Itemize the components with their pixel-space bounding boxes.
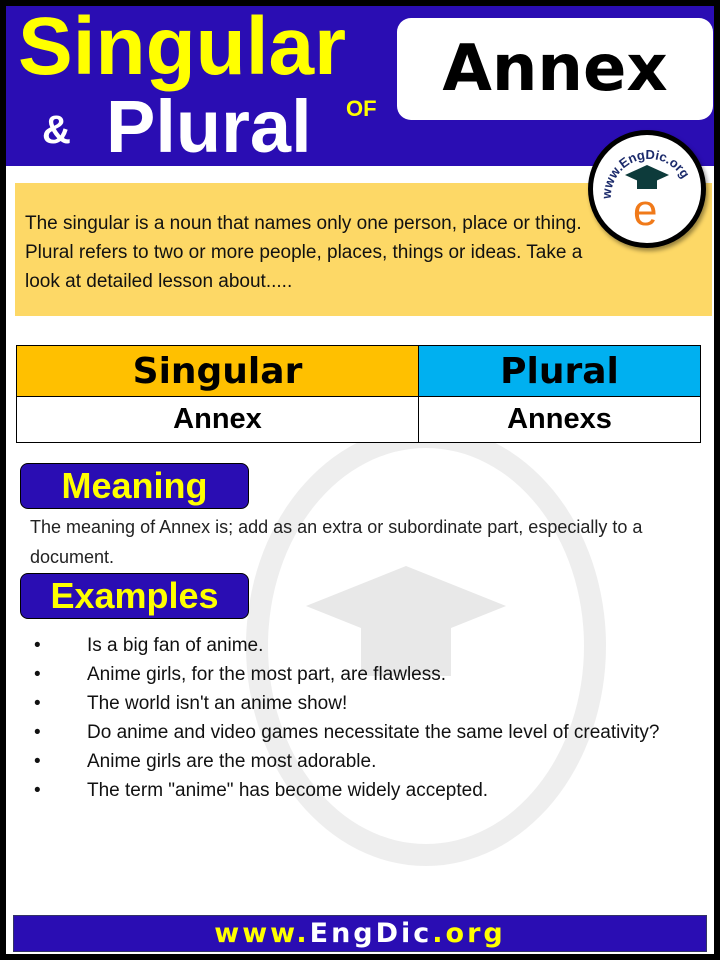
title-singular: Singular	[18, 6, 347, 92]
plural-value: Annexs	[418, 397, 700, 443]
example-item: • Anime girls are the most adorable.	[34, 751, 377, 772]
engdic-logo	[588, 130, 706, 248]
page	[6, 6, 714, 954]
title-of: OF	[346, 96, 377, 121]
title-plural: Plural	[106, 85, 312, 168]
example-item: • Anime girls, for the most part, are flawless.	[34, 664, 447, 685]
footer-website: www. EngDic .org	[13, 915, 707, 952]
intro-text: The singular is a noun that names only one person, place or thing. Plural refers to two or more people, places, things or ideas. Take a look at detailed lesson about.....	[25, 213, 583, 292]
singular-plural-table	[16, 345, 701, 443]
meaning-heading: Meaning	[20, 463, 249, 509]
singular-value: Annex	[17, 397, 419, 443]
header-plural: Plural	[418, 346, 700, 397]
examples-heading: Examples	[20, 573, 249, 619]
example-item: • The world isn't an anime show!	[34, 693, 348, 714]
title-ampersand: &	[42, 108, 71, 152]
header-singular: Singular	[17, 346, 419, 397]
examples-list	[30, 631, 690, 805]
word-title: Annex	[397, 18, 713, 120]
logo-letter: e	[633, 186, 658, 235]
example-item: • The term "anime" has become widely accepted.	[34, 780, 489, 801]
example-item: • Do anime and video games necessitate the same level of creativity?	[34, 722, 660, 743]
logo-text: www.EngDic.org	[598, 146, 693, 200]
meaning-text: The meaning of Annex is; add as an extra or subordinate part, especially to a document.	[30, 517, 643, 567]
example-item: • Is a big fan of anime.	[34, 635, 264, 656]
